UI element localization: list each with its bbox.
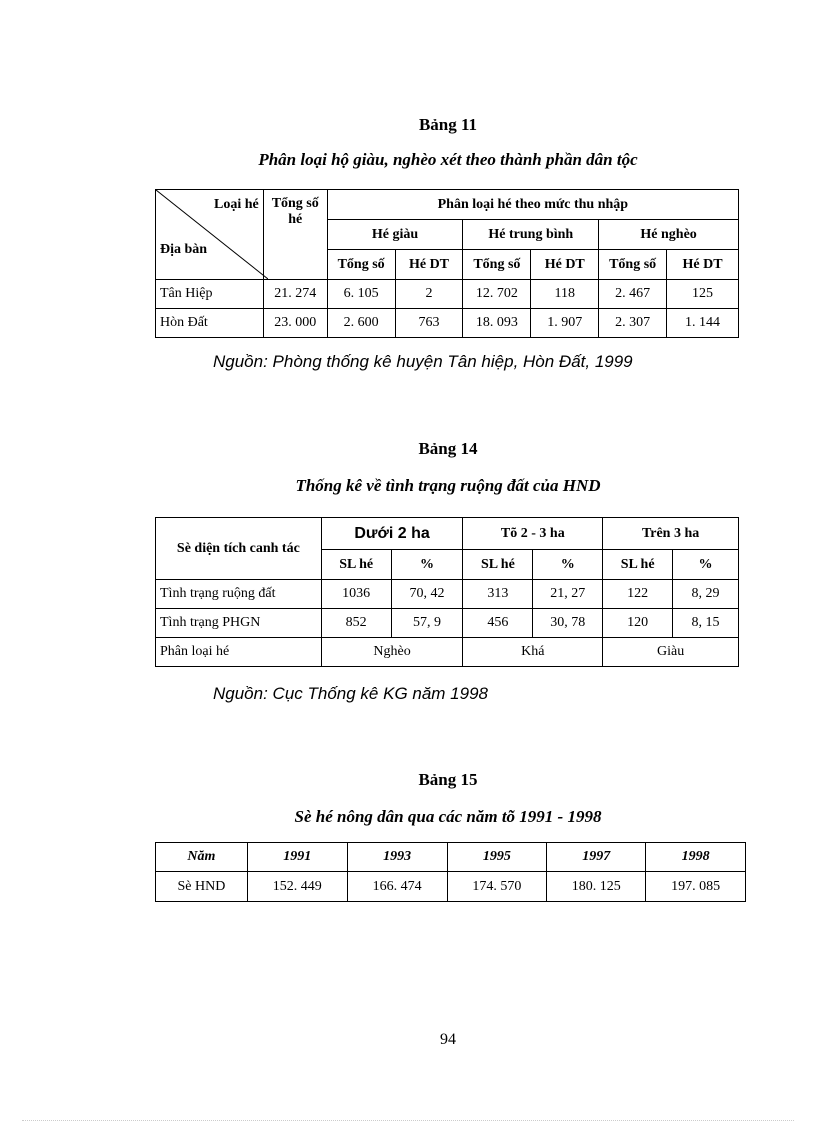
cell: 12. 702	[463, 280, 531, 309]
cell: 152. 449	[247, 872, 347, 902]
cell: Nghèo	[321, 638, 463, 667]
cell: 1036	[321, 580, 391, 609]
group-average: Hé trung bình	[463, 220, 599, 250]
sub-header: SL hé	[603, 550, 673, 580]
cell: 8, 29	[673, 580, 739, 609]
group-rich: Hé giàu	[327, 220, 463, 250]
cell: Khá	[463, 638, 603, 667]
cell: 180. 125	[547, 872, 646, 902]
cell: Giàu	[603, 638, 739, 667]
sub-header: %	[391, 550, 463, 580]
sub-header: Hé DT	[667, 250, 739, 280]
group-2-3ha: Tõ 2 - 3 ha	[463, 518, 603, 550]
cell: 456	[463, 609, 533, 638]
cell: 2	[395, 280, 463, 309]
cell: 21, 27	[533, 580, 603, 609]
cell: 57, 9	[391, 609, 463, 638]
year-header: 1997	[547, 843, 646, 872]
page-number: 94	[440, 1031, 456, 1048]
year-header: 1995	[447, 843, 547, 872]
cell: 21. 274	[263, 280, 327, 309]
cell: 6. 105	[327, 280, 395, 309]
sub-header: Hé DT	[531, 250, 599, 280]
row-label: Hòn Đất	[156, 309, 264, 338]
row-label: Phân loại hé	[156, 638, 322, 667]
cell: 125	[667, 280, 739, 309]
table-row	[156, 872, 746, 902]
cell: 122	[603, 580, 673, 609]
table14-source: Nguồn: Cục Thống kê KG năm 1998	[213, 684, 488, 703]
cell: 763	[395, 309, 463, 338]
year-header: 1991	[247, 843, 347, 872]
cell: 18. 093	[463, 309, 531, 338]
table11-corner-header	[156, 190, 264, 280]
table15-subtitle: Sè hé nông dân qua các năm tõ 1991 - 1998	[294, 807, 602, 826]
table11-subtitle: Phân loại hộ giàu, nghèo xét theo thành phần dân tộc	[258, 150, 638, 169]
cell: 2. 467	[599, 280, 667, 309]
cell: 2. 307	[599, 309, 667, 338]
cell: 313	[463, 580, 533, 609]
table11-source: Nguồn: Phòng thống kê huyện Tân hiệp, Hòn Đất, 1999	[213, 352, 633, 371]
sub-header: %	[673, 550, 739, 580]
sub-header: SL hé	[321, 550, 391, 580]
page-bottom-divider	[22, 1120, 794, 1121]
cell: 174. 570	[447, 872, 547, 902]
year-header: 1998	[646, 843, 746, 872]
table14-heading: Bảng 14	[418, 439, 478, 458]
table11-heading: Bảng 11	[418, 115, 478, 134]
cell: 118	[531, 280, 599, 309]
sub-header: Tổng số	[599, 250, 667, 280]
table-row	[156, 309, 739, 338]
sub-header: Hé DT	[395, 250, 463, 280]
sub-header: %	[533, 550, 603, 580]
cell: 8, 15	[673, 609, 739, 638]
cell: 1. 907	[531, 309, 599, 338]
cell: 1. 144	[667, 309, 739, 338]
cell: 120	[603, 609, 673, 638]
cell: 2. 600	[327, 309, 395, 338]
table-row	[156, 638, 739, 667]
cell: 852	[321, 609, 391, 638]
sub-header: SL hé	[463, 550, 533, 580]
group-header: Phân loại hé theo mức thu nhập	[327, 190, 738, 220]
table-row	[156, 280, 739, 309]
table15	[155, 842, 746, 902]
sub-header: Tổng số	[463, 250, 531, 280]
cell: 70, 42	[391, 580, 463, 609]
table-row	[156, 580, 739, 609]
total-header: Tổng số hé	[263, 190, 327, 280]
row-header: Sè diện tích canh tác	[156, 518, 322, 580]
row-label: Tình trạng ruộng đất	[156, 580, 322, 609]
cell: 197. 085	[646, 872, 746, 902]
corner-bottom-label: Địa bàn	[160, 242, 208, 257]
cell: 166. 474	[347, 872, 447, 902]
row-label: Tân Hiệp	[156, 280, 264, 309]
cell: 30, 78	[533, 609, 603, 638]
group-poor: Hé nghèo	[599, 220, 739, 250]
table14	[155, 517, 739, 667]
table-row	[156, 609, 739, 638]
cell: 23. 000	[263, 309, 327, 338]
corner-top-label: Loại hé	[214, 197, 259, 212]
table14-subtitle: Thống kê về tình trạng ruộng đất của HND	[295, 476, 601, 495]
year-header: 1993	[347, 843, 447, 872]
row-label: Tình trạng PHGN	[156, 609, 322, 638]
group-under-2ha: Dưới 2 ha	[321, 518, 463, 550]
table11	[155, 189, 739, 338]
row-label: Sè HND	[156, 872, 248, 902]
sub-header: Tổng số	[327, 250, 395, 280]
table15-heading: Bảng 15	[418, 770, 478, 789]
group-over-3ha: Trên 3 ha	[603, 518, 739, 550]
year-label: Năm	[156, 843, 248, 872]
